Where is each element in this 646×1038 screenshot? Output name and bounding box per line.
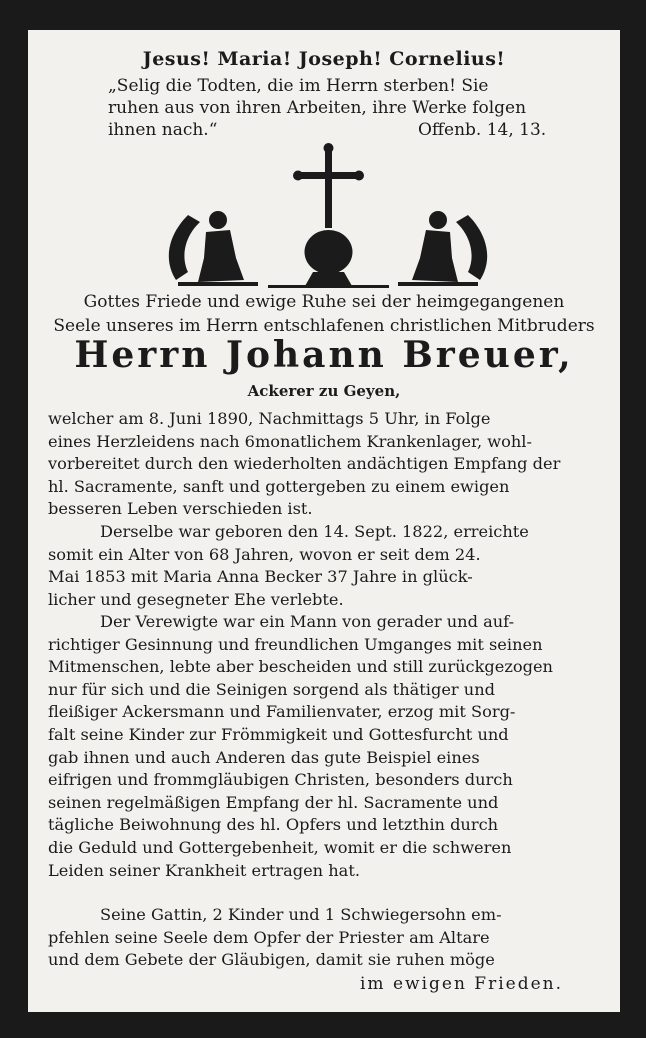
memorial-card [28, 30, 620, 1012]
text-line: pfehlen seine Seele dem Opfer der Priester am Altare [48, 927, 490, 947]
text-line: welcher am 8. Juni 1890, Nachmittags 5 Uhr, in Folge [48, 409, 491, 428]
text-line: nur für sich und die Seinigen sorgend als thätiger und [48, 679, 495, 699]
kneeling-angel-left-icon [169, 211, 258, 286]
text-line: Mitmenschen, lebte aber bescheiden und still zurückgezogen [48, 657, 553, 677]
text-line: licher und gesegneter Ehe verlebte. [48, 589, 344, 609]
text-line: fleißiger Ackersmann und Familienvater, erzog mit Sorg- [48, 702, 516, 722]
text-line: Seine Gattin, 2 Kinder und 1 Schwiegersohn em- [100, 905, 502, 924]
card-heading: Jesus! Maria! Joseph! Cornelius! [142, 48, 506, 70]
text-line: eifrigen und frommgläubigen Christen, besonders durch [48, 770, 513, 790]
text-line: Leiden seiner Krankheit ertragen hat. [48, 860, 360, 880]
text-line: Derselbe war geboren den 14. Sept. 1822, erreichte [100, 522, 529, 541]
paragraph-character [48, 611, 603, 882]
text-line: die Geduld und Gottergebenheit, womit er die schweren [48, 837, 512, 857]
paragraph-birth [48, 521, 603, 611]
paragraph-family [48, 904, 603, 972]
text-line: somit ein Alter von 68 Jahren, wovon er seit dem 24. [48, 544, 481, 564]
kneeling-angel-right-icon [398, 211, 487, 286]
quote-line-3: ihnen nach.“ [108, 120, 218, 140]
text-line: Der Verewigte war ein Mann von gerader und auf- [100, 612, 515, 631]
text-line: besseren Leben verschieden ist. [48, 499, 313, 519]
paragraph-death [48, 408, 603, 521]
text-line: gab ihnen und auch Anderen das gute Beispiel eines [48, 747, 480, 767]
cross-icon [268, 143, 389, 288]
deceased-occupation: Ackerer zu Geyen, [247, 382, 401, 400]
text-line: tägliche Beiwohnung des hl. Opfers und letzthin durch [48, 815, 499, 835]
text-line: und dem Gebete der Gläubigen, damit sie ruhen möge [48, 950, 495, 970]
text-line: richtiger Gesinnung und freundlichen Umganges mit seinen [48, 634, 543, 654]
deceased-name: Herrn Johann Breuer, [74, 334, 574, 376]
quote-line-2: ruhen aus von ihren Arbeiten, ihre Werke folgen [108, 98, 527, 118]
quote-reference: Offenb. 14, 13. [418, 120, 547, 140]
text-line: eines Herzleidens nach 6monatlichem Krankenlager, wohl- [48, 431, 532, 451]
cross-with-kneeling-angels-icon [148, 140, 508, 290]
invocation-line-1: Gottes Friede und ewige Ruhe sei der heimgegangenen [83, 292, 565, 312]
text-line: falt seine Kinder zur Frömmigkeit und Gottesfurcht und [48, 724, 509, 744]
text-line: seinen regelmäßigen Empfang der hl. Sacramente und [48, 792, 499, 812]
closing-phrase: im ewigen Frieden. [360, 974, 564, 994]
invocation-line-2: Seele unseres im Herrn entschlafenen christlichen Mitbruders [53, 316, 595, 336]
text-line: Mai 1853 mit Maria Anna Becker 37 Jahre in glück- [48, 567, 473, 587]
quote-line-1: „Selig die Todten, die im Herrn sterben! Sie [108, 76, 489, 96]
text-line: vorbereitet durch den wiederholten andächtigen Empfang der [48, 454, 561, 474]
text-line: hl. Sacramente, sanft und gottergeben zu einem ewigen [48, 476, 510, 496]
